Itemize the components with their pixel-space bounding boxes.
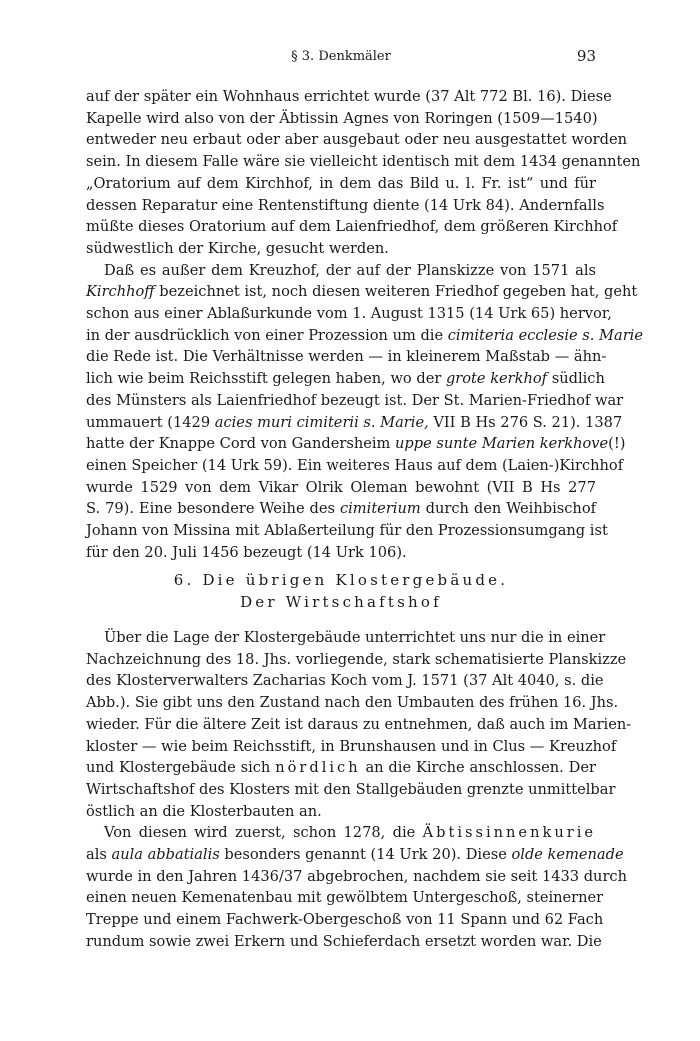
text-run: besonders genannt (14 Urk 20). Diese <box>219 846 512 864</box>
paragraph-3 <box>86 627 632 822</box>
text-line: Abb.). Sie gibt uns den Zustand nach den Umbauten des frühen 16. Jhs. <box>86 694 619 712</box>
text-run: lich wie beim Reichsstift gelegen haben, wo der <box>86 370 446 388</box>
paragraph-4 <box>86 822 628 952</box>
italic-term: acies muri cimiterii s. Marie, <box>214 413 429 431</box>
paragraph-2 <box>86 260 643 564</box>
text-line: wieder. Für die ältere Zeit ist daraus zu entnehmen, daß auch im Marien- <box>86 715 632 733</box>
section-heading-line-1: 6. Die übrigen Klostergebäude. <box>173 571 509 589</box>
text-line: wurde in den Jahren 1436/37 abgebrochen, nachdem sie seit 1433 durch <box>86 867 628 885</box>
text-line: Daß es außer dem Kreuzhof, der auf der Planskizze von 1571 als <box>104 261 596 279</box>
text-line: östlich an die Klosterbauten an. <box>86 802 322 820</box>
running-title: § 3. Denkmäler <box>291 49 391 64</box>
text-line: des Klosterverwalters Zacharias Koch vom J. 1571 (37 Alt 4040, s. die <box>86 672 604 690</box>
text-run: ummauert (1429 <box>86 413 215 431</box>
text-line: die Rede ist. Die Verhältnisse werden — in kleinerem Maßstab — ähn- <box>86 348 607 366</box>
text-line: kloster — wie beim Reichsstift, in Brunshausen und in Clus — Kreuzhof <box>86 737 617 755</box>
italic-term: grote kerkhof <box>445 370 548 388</box>
page-number: 93 <box>576 47 596 65</box>
text-line <box>86 281 638 303</box>
text-line: Nachzeichnung des 18. Jhs. vorliegende, stark schematisierte Planskizze <box>86 650 627 668</box>
text-line: entweder neu erbaut oder aber ausgebaut oder neu ausgestattet worden <box>86 131 628 149</box>
paragraph-1 <box>86 86 641 260</box>
running-header <box>86 49 596 69</box>
text-block-lower <box>86 627 632 953</box>
text-line: Über die Lage der Klostergebäude unterrichtet uns nur die in einer <box>104 629 606 646</box>
text-line: auf der später ein Wohnhaus errichtet wurde (37 Alt 772 Bl. 16). Diese <box>86 88 612 105</box>
spaced-term: Äbtissinnenkurie <box>422 824 596 842</box>
text-run: südlich <box>547 370 605 388</box>
text-run: als <box>86 846 112 864</box>
text-run: an die Kirche anschlossen. Der <box>360 759 596 777</box>
text-line <box>86 844 624 866</box>
text-line: südwestlich der Kirche, gesucht werden. <box>86 239 389 257</box>
text-line <box>86 412 623 434</box>
text-line <box>86 822 596 844</box>
text-line: Johann von Missina mit Ablaßerteilung für den Prozessionsumgang ist <box>86 522 608 540</box>
text-line <box>86 757 596 779</box>
text-run: Von diesen wird zuerst, schon 1278, die <box>104 824 423 842</box>
text-line: rundum sowie zwei Erkern und Schieferdach ersetzt worden war. Die <box>86 932 602 950</box>
text-run: und Klostergebäude sich <box>86 759 276 777</box>
text-line <box>86 325 643 347</box>
italic-term: cimiterium <box>339 500 421 518</box>
text-line: einen neuen Kemenatenbau mit gewölbtem Untergeschoß, steinerner <box>86 889 604 907</box>
text-run: (!) <box>608 435 626 453</box>
text-line <box>86 433 626 455</box>
text-line <box>86 368 605 390</box>
italic-term: uppe sunte Marien kerkhove <box>395 435 609 453</box>
text-run: S. 79). Eine besondere Weihe des <box>86 500 340 518</box>
section-heading-line-2: Der Wirtschaftshof <box>240 593 442 611</box>
italic-term: aula abbatialis <box>111 846 220 864</box>
text-line: schon aus einer Ablaßurkunde vom 1. August 1315 (14 Urk 65) hervor, <box>86 305 612 323</box>
italic-term: cimiteria ecclesie s. Marie <box>447 326 643 344</box>
text-line: Kapelle wird also von der Äbtissin Agnes von Roringen (1509—1540) <box>86 109 598 127</box>
italic-term: Kirchhoff <box>86 283 155 301</box>
text-run: VII B Hs 276 S. 21). 1387 <box>428 413 623 431</box>
text-line: wurde 1529 von dem Vikar Olrik Oleman bewohnt (VII B Hs 277 <box>86 478 596 496</box>
text-run: durch den Weihbischof <box>420 500 597 518</box>
text-line: für den 20. Juli 1456 bezeugt (14 Urk 106). <box>86 543 407 561</box>
italic-term: olde kemenade <box>511 846 624 864</box>
text-line: Treppe und einem Fachwerk-Obergeschoß von 11 Spann und 62 Fach <box>86 911 604 929</box>
text-line <box>86 498 596 520</box>
text-run: in der ausdrücklich von einer Prozession um die <box>86 326 448 344</box>
text-line: „Oratorium auf dem Kirchhof, in dem das Bild u. l. Fr. ist“ und für <box>86 174 596 192</box>
text-block-upper <box>86 86 643 563</box>
text-line: einen Speicher (14 Urk 59). Ein weiteres Haus auf dem (Laien-)Kirchhof <box>86 456 624 474</box>
section-heading <box>86 569 596 613</box>
text-line: dessen Reparatur eine Rentenstiftung diente (14 Urk 84). Andernfalls <box>86 196 605 214</box>
text-run: hatte der Knappe Cord von Gandersheim <box>86 435 396 453</box>
text-line: Wirtschaftshof des Klosters mit den Stallgebäuden grenzte unmittelbar <box>86 780 616 798</box>
text-line: müßte dieses Oratorium auf dem Laienfriedhof, dem größeren Kirchhof <box>86 218 618 236</box>
spaced-term: nördlich <box>275 759 361 777</box>
text-run: bezeichnet ist, noch diesen weiteren Friedhof gegeben hat, geht <box>154 283 638 301</box>
text-line: des Münsters als Laienfriedhof bezeugt ist. Der St. Marien-Friedhof war <box>86 391 624 409</box>
text-line: sein. In diesem Falle wäre sie vielleicht identisch mit dem 1434 genannten <box>86 153 641 171</box>
